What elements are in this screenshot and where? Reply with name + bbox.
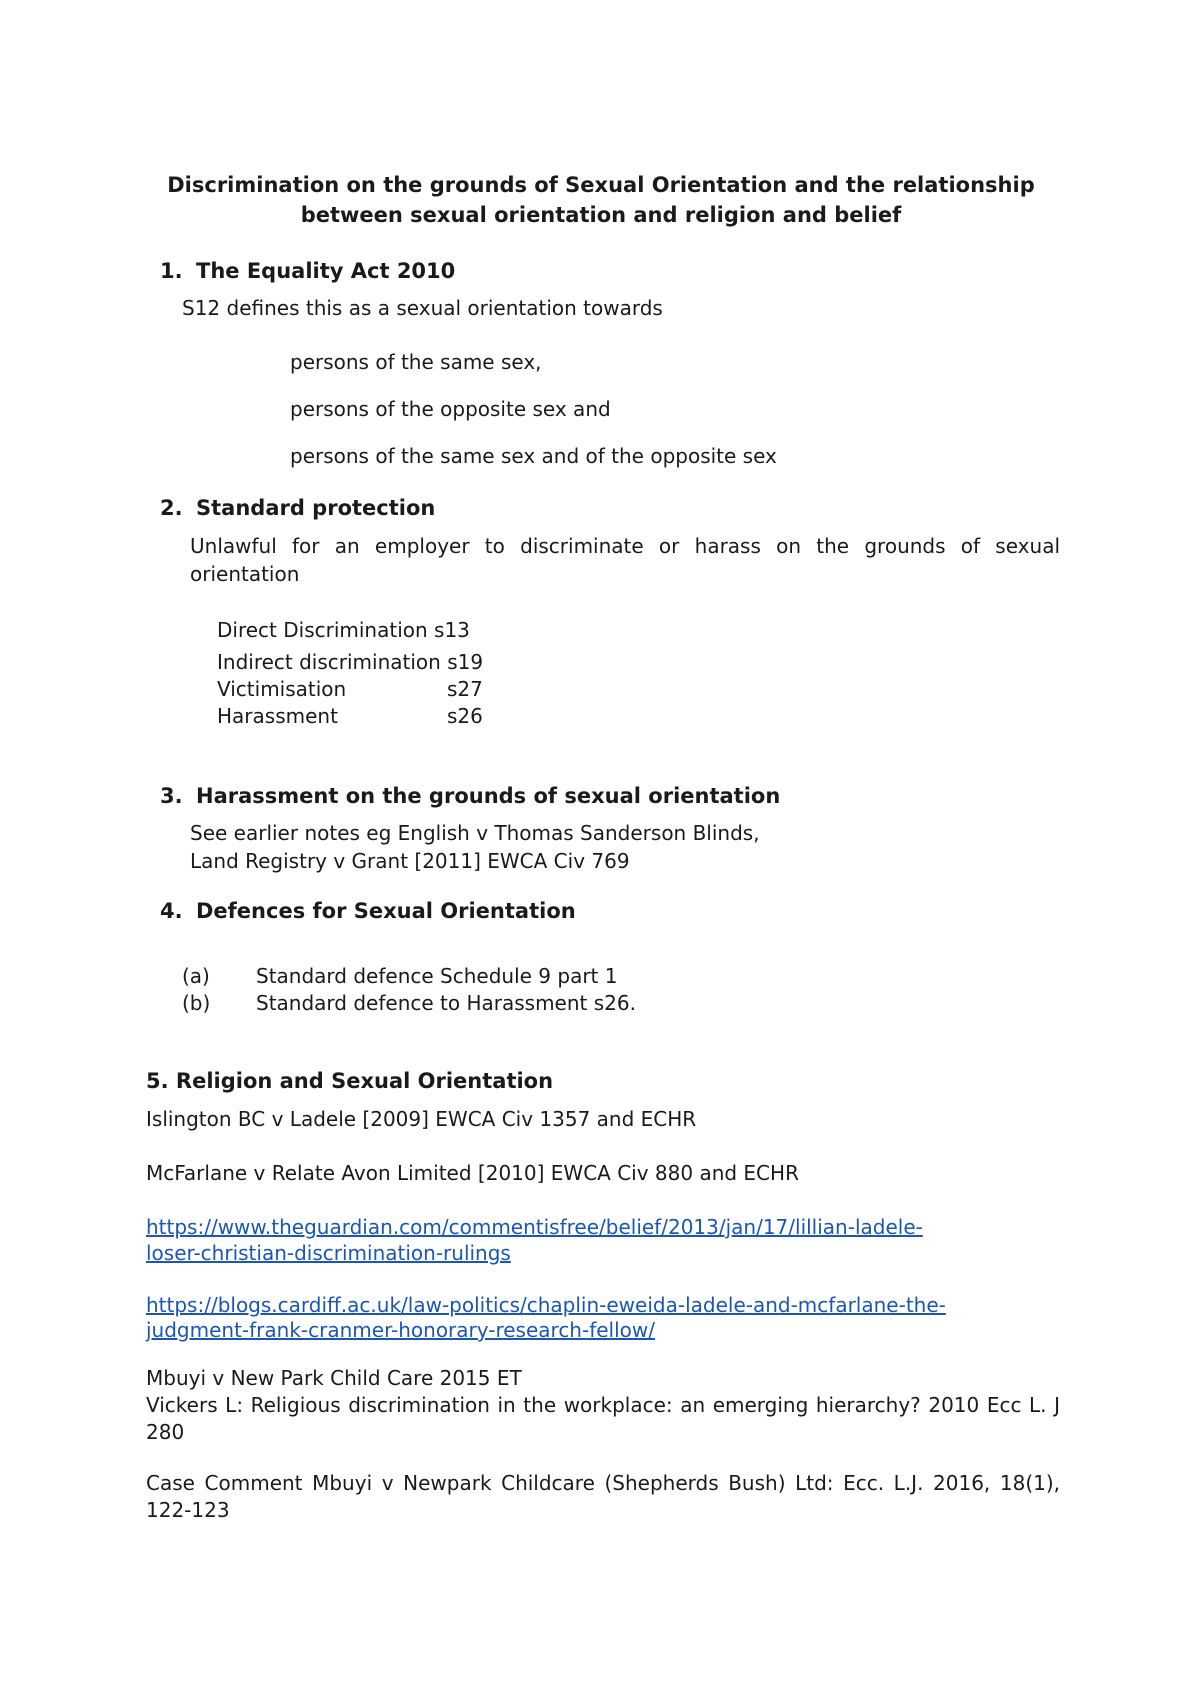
direct-discrimination: Direct Discrimination s13 bbox=[217, 618, 470, 642]
section-5-heading: 5. Religion and Sexual Orientation bbox=[146, 1069, 554, 1093]
section-1-heading bbox=[160, 258, 455, 285]
defence-marker: (a) bbox=[182, 964, 210, 988]
victimisation-row bbox=[217, 676, 483, 702]
indirect-discrimination: Indirect discrimination s19 bbox=[217, 650, 484, 674]
section-2-number: 2. bbox=[160, 496, 183, 520]
ref-mbuyi: Mbuyi v New Park Child Care 2015 ET bbox=[146, 1366, 522, 1390]
section-1-number: 1. bbox=[160, 259, 183, 283]
defence-text: Standard defence to Harassment s26. bbox=[256, 991, 636, 1015]
section-2-intro: Unlawful for an employer to discriminate or harass on the grounds of sexual orientation bbox=[190, 534, 1060, 586]
harassment-label: Harassment bbox=[217, 704, 338, 728]
section-2-heading bbox=[160, 495, 435, 522]
section-1-intro: S12 defines this as a sexual orientation towards bbox=[182, 296, 663, 320]
case-mcfarlane: McFarlane v Relate Avon Limited [2010] EWCA Civ 880 and ECHR bbox=[146, 1161, 799, 1185]
guardian-link[interactable] bbox=[146, 1215, 923, 1265]
section-4-number: 4. bbox=[160, 899, 183, 923]
section-1-item: persons of the opposite sex and bbox=[290, 397, 611, 421]
defence-item bbox=[182, 963, 617, 989]
section-1-title: The Equality Act 2010 bbox=[196, 259, 456, 283]
victimisation-ref: s27 bbox=[447, 677, 483, 701]
defence-text: Standard defence Schedule 9 part 1 bbox=[256, 964, 618, 988]
ref-case-comment: Case Comment Mbuyi v Newpark Childcare (Shepherds Bush) Ltd: Ecc. L.J. 2016, 18(1), 122-123 bbox=[146, 1471, 1060, 1522]
guardian-link-block bbox=[146, 1214, 923, 1266]
section-3-line: Land Registry v Grant [2011] EWCA Civ 769 bbox=[190, 849, 630, 873]
harassment-ref: s26 bbox=[447, 704, 483, 728]
section-2-title: Standard protection bbox=[196, 496, 436, 520]
section-3-title: Harassment on the grounds of sexual orientation bbox=[196, 784, 781, 808]
harassment-row bbox=[217, 703, 483, 729]
cardiff-link-line-1: https://blogs.cardiff.ac.uk/law-politics/chaplin-eweida-ladele-and-mcfarlane-the- bbox=[146, 1293, 946, 1317]
cardiff-link-block bbox=[146, 1293, 946, 1343]
defence-item bbox=[182, 990, 636, 1016]
section-4-title: Defences for Sexual Orientation bbox=[196, 899, 576, 923]
case-ladele: Islington BC v Ladele [2009] EWCA Civ 1357 and ECHR bbox=[146, 1107, 697, 1131]
guardian-link-line-1: https://www.theguardian.com/commentisfree/belief/2013/jan/17/lillian-ladele- bbox=[146, 1215, 923, 1239]
section-4-heading bbox=[160, 898, 576, 925]
defence-marker: (b) bbox=[182, 991, 211, 1015]
section-1-item: persons of the same sex, bbox=[290, 350, 542, 374]
section-3-heading bbox=[160, 783, 780, 810]
ref-vickers: Vickers L: Religious discrimination in the workplace: an emerging hierarchy? 2010 Ecc L. J 280 bbox=[146, 1393, 1060, 1444]
section-3-number: 3. bbox=[160, 784, 183, 808]
cardiff-link-line-2: judgment-frank-cranmer-honorary-research-fellow/ bbox=[146, 1318, 655, 1342]
victimisation-label: Victimisation bbox=[217, 677, 347, 701]
section-1-item: persons of the same sex and of the opposite sex bbox=[290, 444, 777, 468]
guardian-link-line-2: loser-christian-discrimination-rulings bbox=[146, 1241, 511, 1265]
cardiff-link[interactable] bbox=[146, 1293, 946, 1342]
document-title: Discrimination on the grounds of Sexual Orientation and the relationship between sexual orientation and religion and belief bbox=[167, 173, 1035, 227]
section-3-line: See earlier notes eg English v Thomas Sanderson Blinds, bbox=[190, 821, 760, 845]
